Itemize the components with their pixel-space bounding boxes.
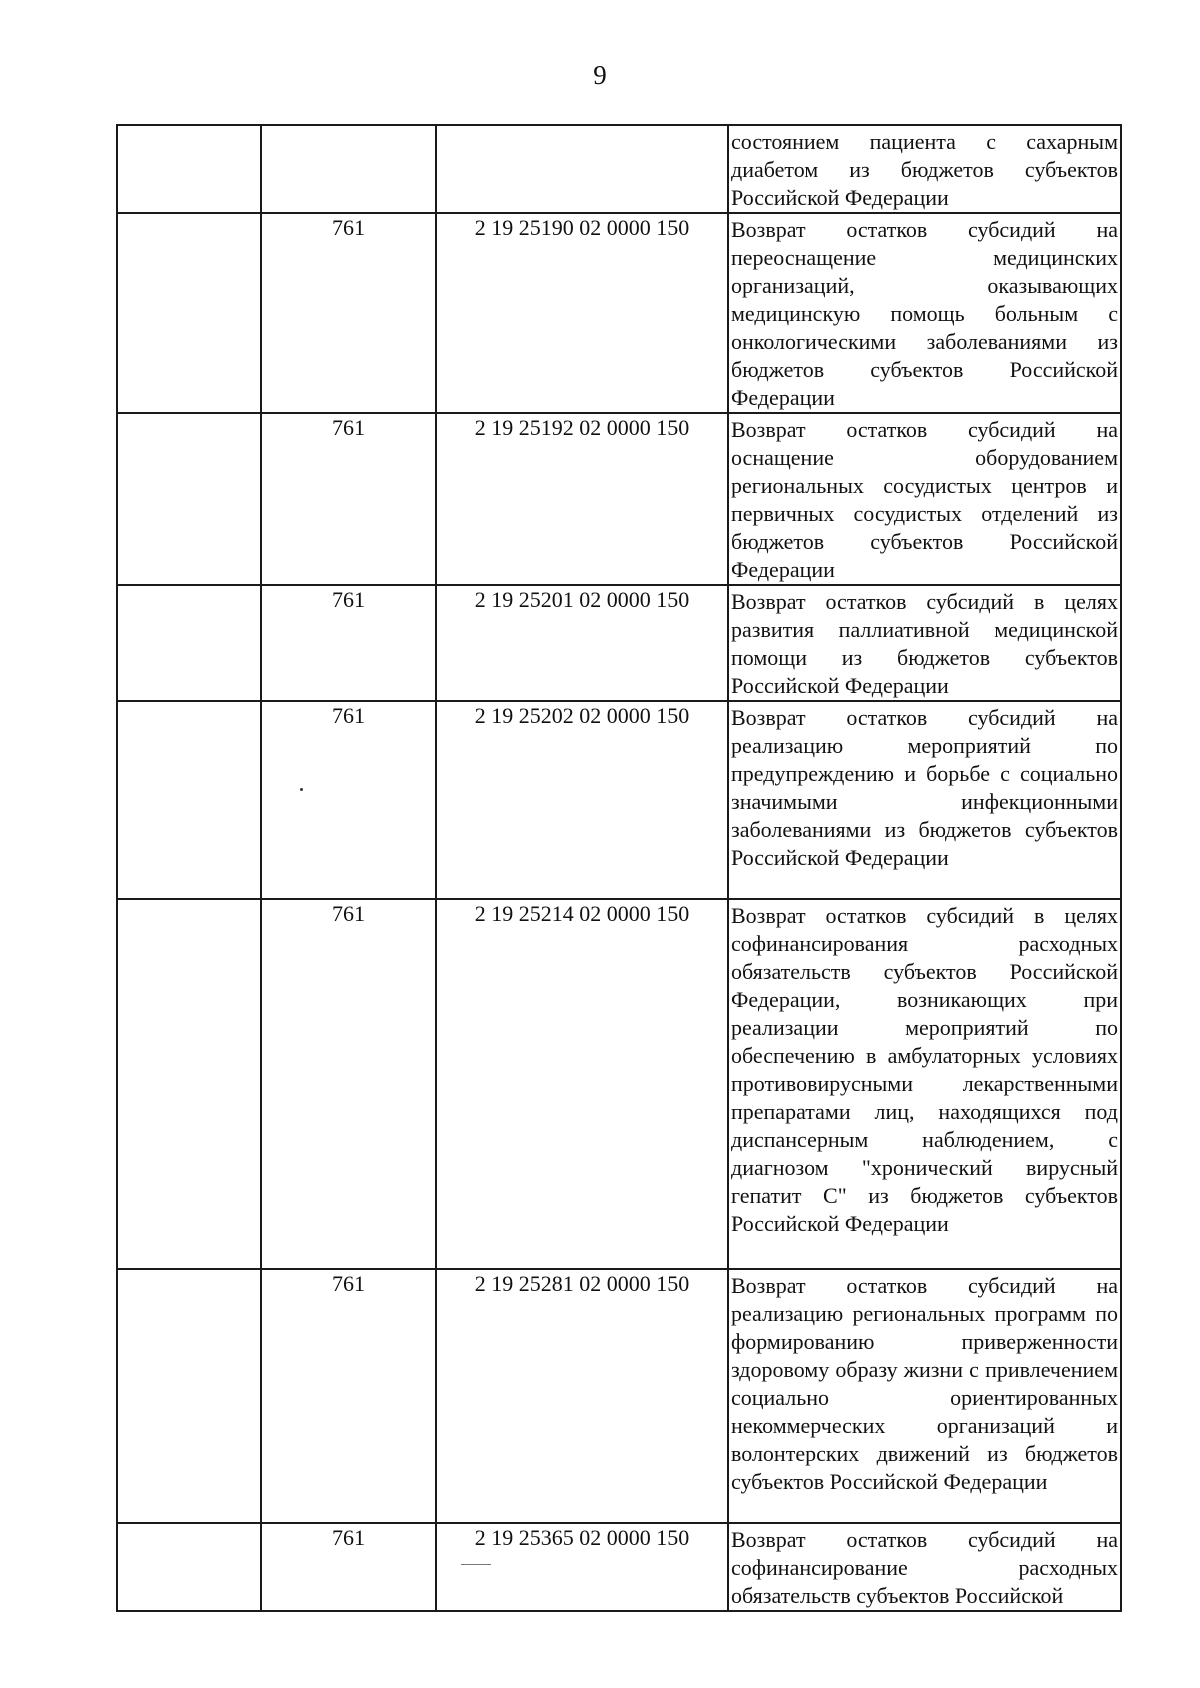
description-text: Возврат остатков субсидий на софинансирование расходных обязательств субъектов Российской <box>731 1527 1118 1608</box>
empty-cell <box>117 1523 261 1611</box>
description-cell <box>728 1523 1121 1611</box>
table-row <box>117 213 1121 413</box>
budget-codes-table <box>116 124 1122 1612</box>
budget-code-cell: 2 19 25192 02 0000 150 <box>436 413 728 585</box>
budget-code-cell: 2 19 25190 02 0000 150 <box>436 213 728 413</box>
admin-code-cell: 761 <box>261 899 436 1269</box>
description-cell <box>728 213 1121 413</box>
empty-cell <box>117 899 261 1269</box>
table-row <box>117 413 1121 585</box>
description-text: Возврат остатков субсидий на переоснащение медицинских организаций, оказывающих медицинскую помощь больным с онкологическими заболеваниями из бюджетов субъектов Российской Федерации <box>731 217 1118 410</box>
page-number: 9 <box>593 60 607 90</box>
admin-code-cell <box>261 701 436 899</box>
description-text: Возврат остатков субсидий на реализацию мероприятий по предупреждению и борьбе с социально значимыми инфекционными заболеваниями из бюджетов субъектов Российской Федерации <box>731 705 1118 870</box>
budget-code-cell: 2 19 25202 02 0000 150 <box>436 701 728 899</box>
table-row <box>117 899 1121 1269</box>
admin-code-cell: 761 <box>261 1269 436 1523</box>
admin-code-cell: 761 <box>261 1523 436 1611</box>
empty-cell <box>117 413 261 585</box>
empty-cell <box>117 701 261 899</box>
budget-code-text: 2 19 25365 02 0000 150 <box>474 1525 690 1550</box>
description-text: Возврат остатков субсидий на реализацию региональных программ по формированию приверженности здоровому образу жизни с привлечением социально ориентированных некоммерческих организаций и волонтерских движений из бюджетов субъектов Российской Федерации <box>731 1273 1118 1494</box>
budget-code-cell: 2 19 25281 02 0000 150 <box>436 1269 728 1523</box>
description-cell <box>728 413 1121 585</box>
description-text: Возврат остатков субсидий на оснащение оборудованием региональных сосудистых центров и первичных сосудистых отделений из бюджетов субъектов Российской Федерации <box>731 417 1118 582</box>
scan-dash-mark <box>461 1564 491 1565</box>
empty-cell <box>117 585 261 701</box>
table-row <box>117 125 1121 213</box>
budget-code-cell <box>436 125 728 213</box>
description-cell <box>728 585 1121 701</box>
description-text: Возврат остатков субсидий в целях развития паллиативной медицинской помощи из бюджетов субъектов Российской Федерации <box>731 589 1118 698</box>
table-row <box>117 1523 1121 1611</box>
admin-code-text: 761 <box>332 703 365 728</box>
empty-cell <box>117 213 261 413</box>
budget-code-cell: 2 19 25214 02 0000 150 <box>436 899 728 1269</box>
description-text: состоянием пациента с сахарным диабетом из бюджетов субъектов Российской Федерации <box>731 129 1118 210</box>
budget-code-cell <box>436 1523 728 1611</box>
description-cell <box>728 1269 1121 1523</box>
empty-cell <box>117 1269 261 1523</box>
table-row <box>117 701 1121 899</box>
description-text: Возврат остатков субсидий в целях софинансирования расходных обязательств субъектов Российской Федерации, возникающих при реализации мероприятий по обеспечению в амбулаторных условиях противовирусными лекарственными препаратами лиц, находящихся под диспансерным наблюдением, с диагнозом "хронический вирусный гепатит С" из бюджетов субъектов Российской Федерации <box>731 903 1118 1236</box>
budget-code-cell: 2 19 25201 02 0000 150 <box>436 585 728 701</box>
description-cell <box>728 701 1121 899</box>
table-row <box>117 1269 1121 1523</box>
description-cell <box>728 125 1121 213</box>
admin-code-cell <box>261 125 436 213</box>
scan-speck-mark <box>300 788 303 791</box>
description-cell <box>728 899 1121 1269</box>
table-row <box>117 585 1121 701</box>
admin-code-cell: 761 <box>261 413 436 585</box>
admin-code-cell: 761 <box>261 213 436 413</box>
empty-cell <box>117 125 261 213</box>
admin-code-cell: 761 <box>261 585 436 701</box>
